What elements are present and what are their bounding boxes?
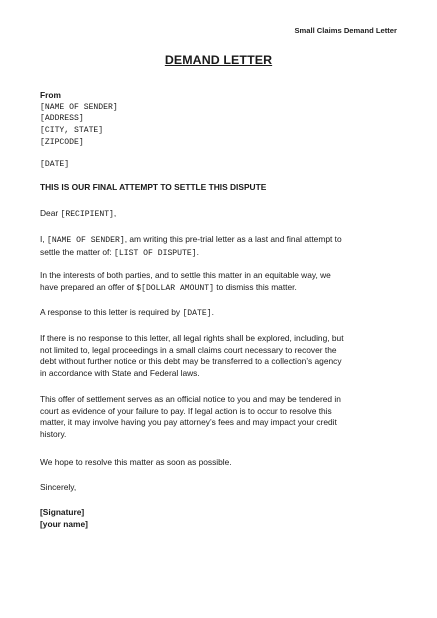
intro-line1-rest: , am writing this pre-trial letter as a last and final attempt to: [124, 234, 342, 244]
subject-line: THIS IS OUR FINAL ATTEMPT TO SETTLE THIS DISPUTE: [40, 182, 267, 192]
paragraph-intro: [40, 234, 400, 259]
closing-text: Sincerely,: [40, 482, 77, 492]
paragraph-settlement-notice: [40, 394, 400, 441]
signature-placeholder: [Signature]: [40, 507, 85, 517]
paragraph-closing-hope: [40, 457, 400, 469]
salutation: [40, 208, 400, 221]
name-placeholder: [your name]: [40, 518, 88, 529]
response-prefix: A response to this letter is required by: [40, 307, 183, 317]
signature-block: [40, 507, 400, 530]
from-label: From: [40, 90, 61, 100]
closing: [40, 482, 400, 494]
notice-line: This offer of settlement serves as an official notice to you and may be tendered in: [40, 394, 341, 404]
salutation-prefix: Dear: [40, 208, 61, 218]
response-suffix: .: [211, 307, 214, 317]
closing-hope-text: We hope to resolve this matter as soon as possible.: [40, 457, 232, 467]
notice-line: court as evidence of your failure to pay. If legal action is to occur to resolve this: [40, 405, 332, 416]
sender-block: [40, 90, 400, 149]
salutation-suffix: ,: [113, 208, 117, 218]
legal-line: If there is no response to this letter, all legal rights shall be explored, including, but: [40, 333, 344, 343]
paragraph-offer: [40, 270, 400, 294]
sender-address: [ADDRESS]: [40, 114, 84, 124]
intro-line2-suffix: .: [196, 246, 199, 257]
notice-line: history.: [40, 429, 67, 440]
offer-line2-prefix: have prepared an offer of: [40, 281, 137, 292]
legal-line: not limited to, legal proceedings in a small claims court necessary to recover the: [40, 344, 337, 355]
legal-line: in accordance with State and Federal laws.: [40, 368, 200, 379]
paragraph-response: [40, 307, 400, 320]
amount-placeholder: $[DOLLAR AMOUNT]: [136, 283, 214, 293]
sender-city-state: [CITY, STATE]: [40, 126, 104, 136]
offer-line2-suffix: to dismiss this matter.: [213, 281, 297, 292]
offer-line1: In the interests of both parties, and to settle this matter in an equitable way, we: [40, 270, 331, 280]
intro-prefix: I,: [40, 234, 47, 244]
subject-block: [40, 182, 400, 194]
response-date-placeholder: [DATE]: [182, 309, 212, 318]
recipient-placeholder: [RECIPIENT]: [60, 210, 114, 219]
dispute-placeholder: [LIST OF DISPUTE]: [114, 248, 197, 258]
intro-line2-prefix: settle the matter of:: [40, 246, 115, 257]
letter-date: [DATE]: [40, 160, 70, 169]
intro-sender-placeholder: [NAME OF SENDER]: [46, 236, 125, 245]
paragraph-legal-rights: [40, 333, 400, 380]
sender-zipcode: [ZIPCODE]: [40, 137, 84, 147]
document-title: DEMAND LETTER: [164, 53, 273, 67]
date-block: [40, 159, 400, 171]
notice-line: matter, it may involve having you pay attorney’s fees and may impact your credit: [40, 417, 337, 428]
sender-name: [NAME OF SENDER]: [40, 102, 118, 112]
legal-line: debt without further notice or this debt may be transferred to a collection’s agency: [40, 356, 342, 367]
document-header-label: Small Claims Demand Letter: [294, 26, 397, 35]
